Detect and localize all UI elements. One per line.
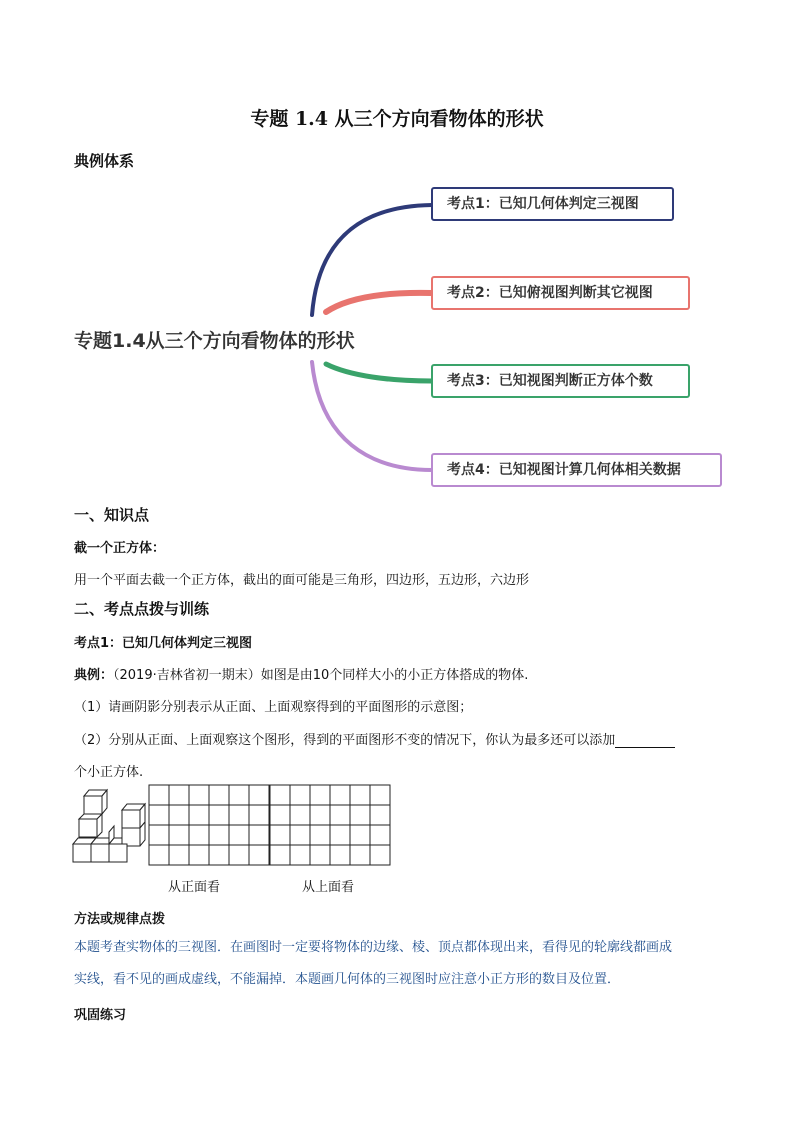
- mindmap-connectors: [0, 0, 794, 500]
- connector-2: [326, 293, 432, 312]
- question-2-tail: 个小正方体.: [74, 765, 144, 780]
- section2-heading: 二、考点点拨与训练: [74, 600, 210, 618]
- mindmap-node-4: 考点4：已知视图计算几何体相关数据: [431, 453, 722, 487]
- mindmap-node-2: 考点2：已知俯视图判断其它视图: [431, 276, 690, 310]
- question-2: （2）分别从正面、上面观察这个图形，得到的平面图形不变的情况下，你认为最多还可以添加: [74, 733, 616, 748]
- grid-label-top: 从上面看: [302, 880, 355, 895]
- grid-label-front: 从正面看: [168, 880, 221, 895]
- method-line-1: 本题考查实物体的三视图．在画图时一定要将物体的边缘、棱、顶点都体现出来，看得见的轮廓线都画成: [74, 940, 673, 955]
- section1-heading: 一、知识点: [74, 506, 150, 524]
- mindmap-root: 专题1.4从三个方向看物体的形状: [74, 330, 355, 352]
- mindmap-node-3: 考点3：已知视图判断正方体个数: [431, 364, 690, 398]
- method-line-2: 实线，看不见的画成虚线，不能漏掉．本题画几何体的三视图时应注意小正方形的数目及位置．: [74, 972, 621, 987]
- example-label: 典例：: [74, 668, 114, 683]
- page-title: 专题 1.4 从三个方向看物体的形状: [250, 108, 544, 130]
- answer-grids: [148, 784, 392, 868]
- mindmap-node-1: 考点1：已知几何体判定三视图: [431, 187, 674, 221]
- section1-subheading: 截一个正方体：: [74, 541, 166, 556]
- method-heading: 方法或规律点拨: [74, 912, 166, 927]
- practice-heading: 巩固练习: [74, 1008, 127, 1023]
- question-1: （1）请画阴影分别表示从正面、上面观察得到的平面图形的示意图；: [74, 700, 473, 715]
- section1-text: 用一个平面去截一个正方体，截出的面可能是三角形，四边形，五边形，六边形: [74, 573, 530, 588]
- cube-stack-figure: [70, 786, 150, 866]
- answer-blank: [615, 733, 675, 748]
- example-text: （2019·吉林省初一期末）如图是由10个同样大小的小正方体搭成的物体.: [113, 668, 529, 683]
- section-example-system: 典例体系: [74, 152, 135, 170]
- connector-3: [326, 364, 432, 381]
- point1-heading: 考点1：已知几何体判定三视图: [74, 636, 253, 651]
